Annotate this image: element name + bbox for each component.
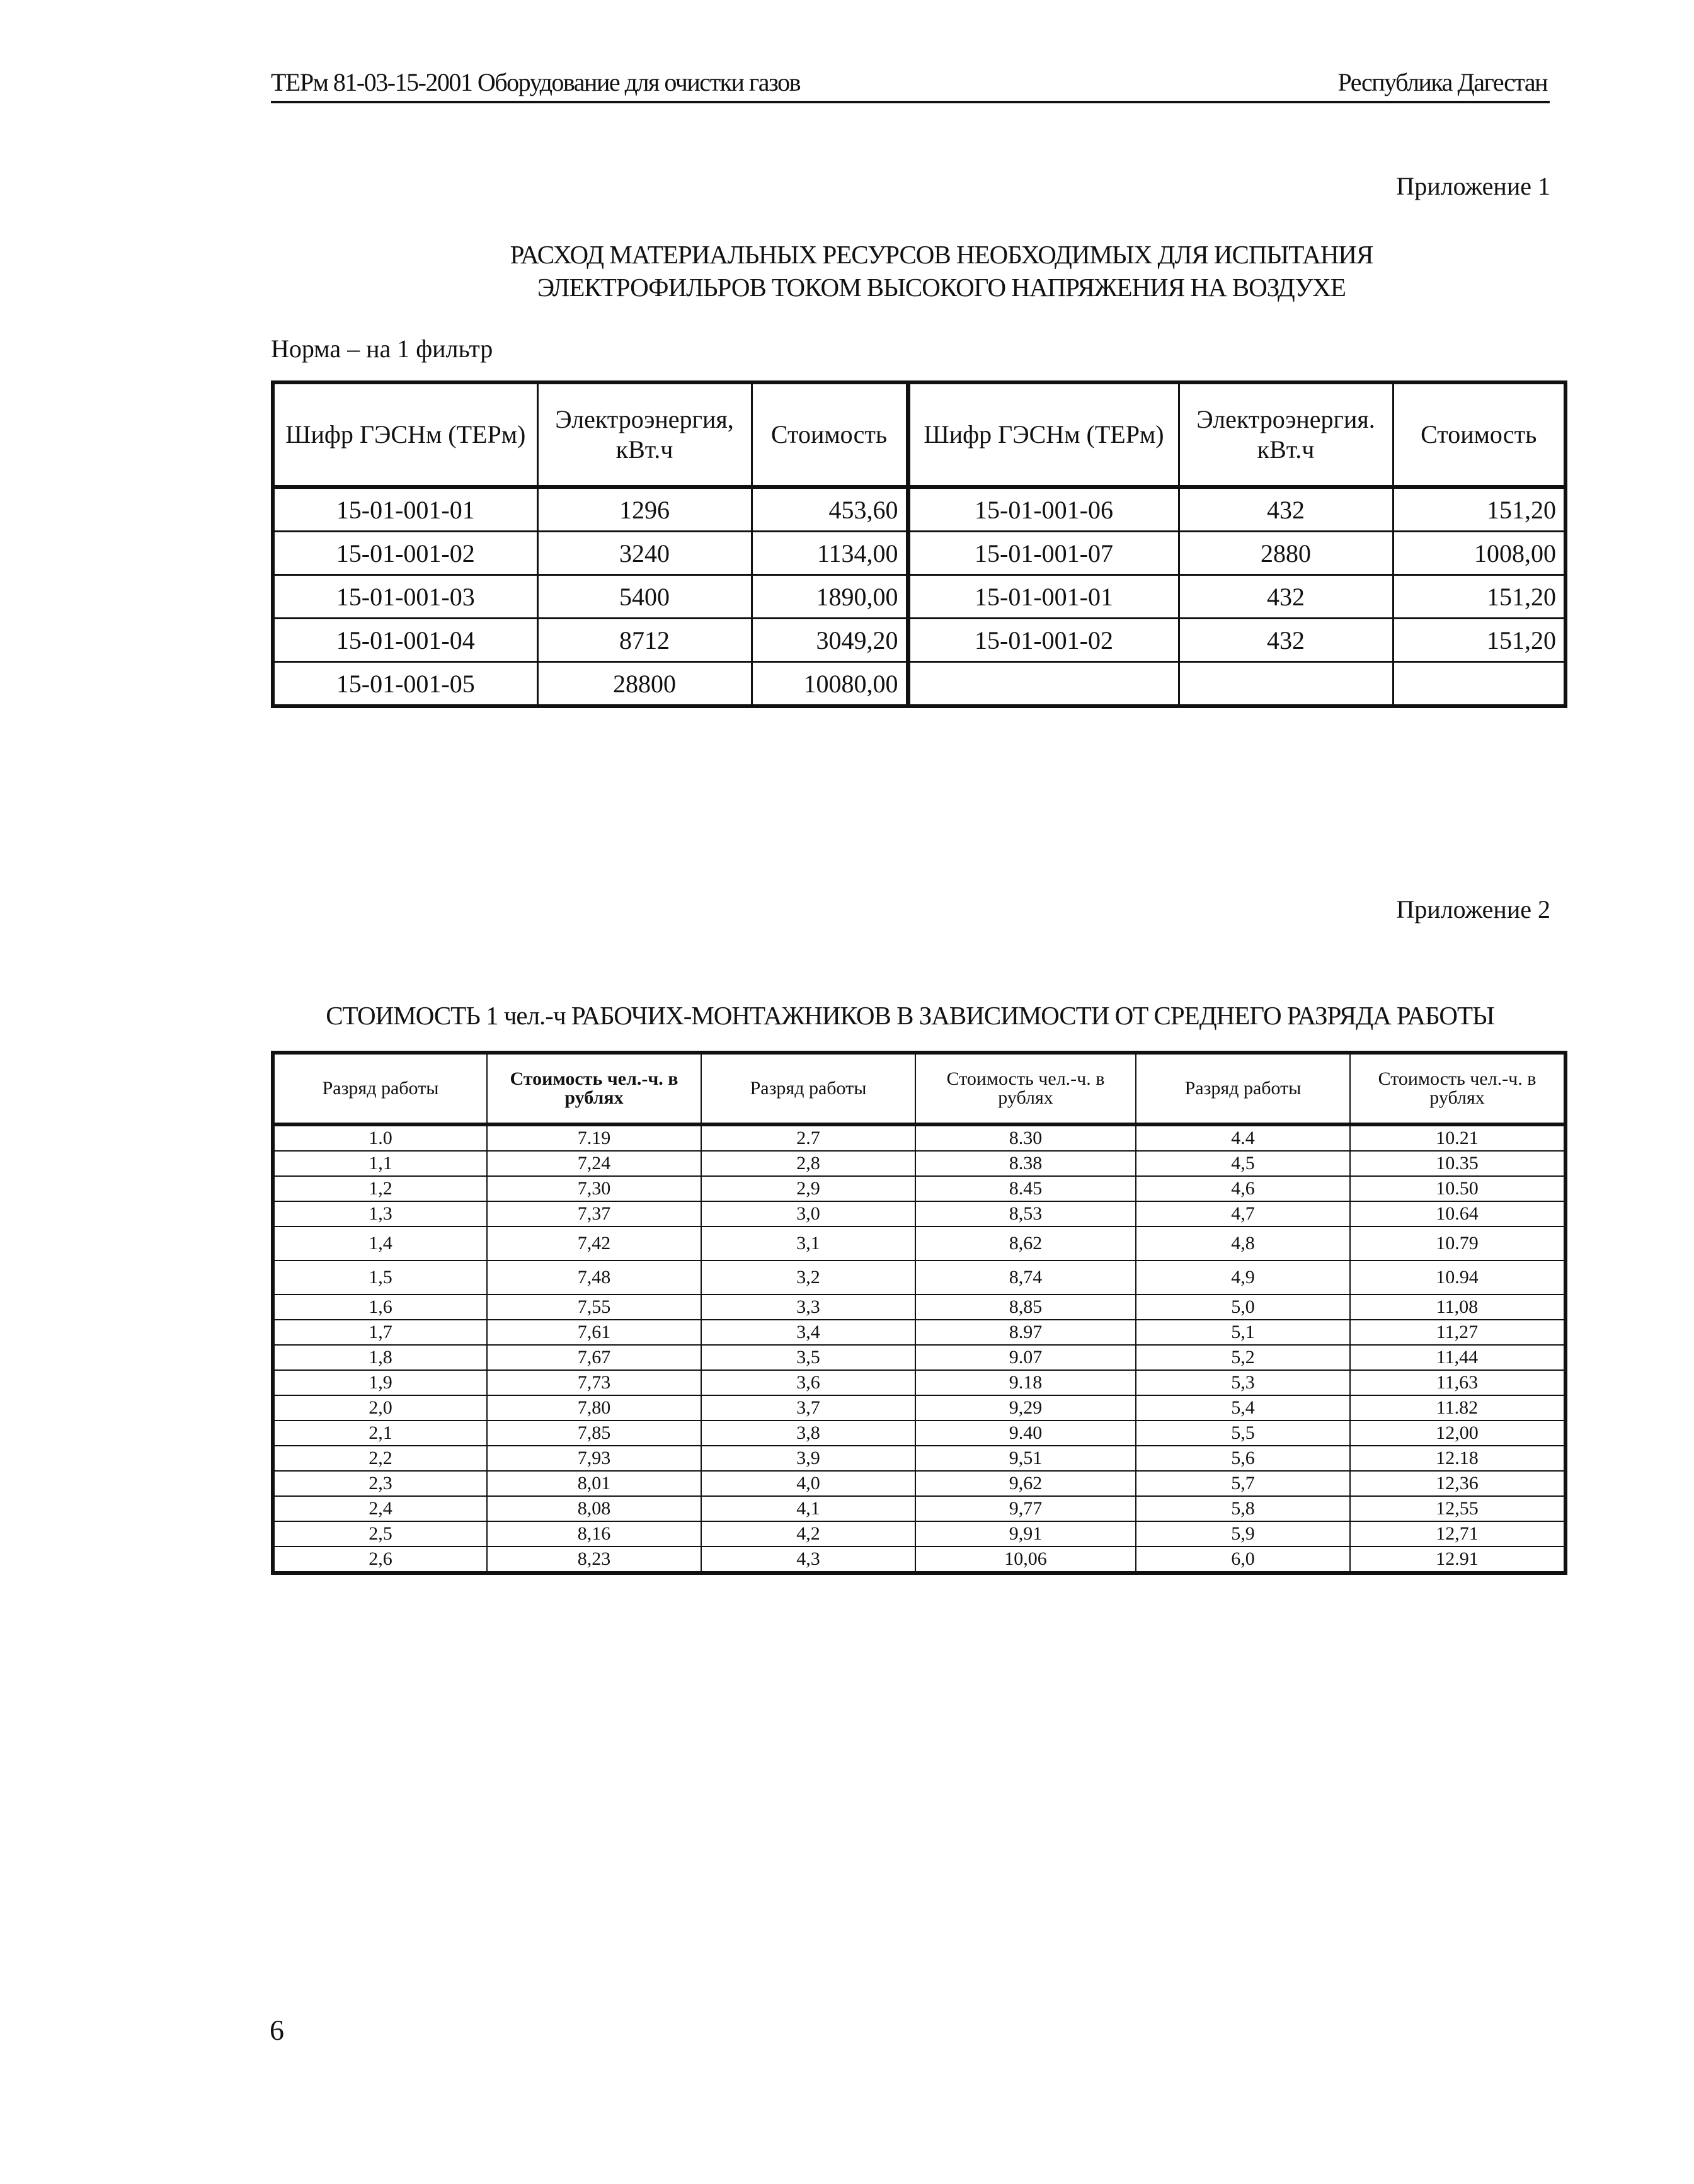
table-cell: 3,4	[701, 1320, 915, 1345]
table-cell: 1134,00	[752, 532, 908, 575]
table-cell: 3,9	[701, 1446, 915, 1471]
header-document-title: ТЕРм 81-03-15-2001 Оборудование для очистки газов	[271, 68, 800, 96]
table-row	[273, 1226, 1565, 1261]
table-cell: 10.21	[1350, 1124, 1565, 1151]
table-cell: 12,71	[1350, 1521, 1565, 1547]
table-cell: 151,20	[1393, 487, 1565, 532]
table-cell: 5,0	[1136, 1295, 1350, 1320]
table-cell: 1,8	[273, 1345, 487, 1370]
table-row	[273, 1261, 1565, 1295]
column-header: Стоимость чел.-ч. в рублях	[487, 1053, 701, 1124]
table-cell: 2.7	[701, 1124, 915, 1151]
table-cell: 5,3	[1136, 1370, 1350, 1395]
column-header: Разряд работы	[701, 1053, 915, 1124]
table-row	[273, 1421, 1565, 1446]
table-cell: 8,23	[487, 1547, 701, 1573]
table-cell: 12,55	[1350, 1496, 1565, 1521]
table-row	[273, 662, 1565, 707]
table-cell	[1393, 662, 1565, 707]
table-cell: 5,2	[1136, 1345, 1350, 1370]
table-cell: 3,2	[701, 1261, 915, 1295]
table-cell: 9,62	[915, 1471, 1136, 1496]
table-cell: 11.82	[1350, 1395, 1565, 1421]
table-cell: 9.18	[915, 1370, 1136, 1395]
table-cell: 1,1	[273, 1151, 487, 1176]
table-cell: 3,6	[701, 1370, 915, 1395]
table-cell: 28800	[537, 662, 752, 707]
table-cell: 5,5	[1136, 1421, 1350, 1446]
table-cell: 7,42	[487, 1226, 701, 1261]
table-cell: 15-01-001-05	[273, 662, 537, 707]
table-cell: 12,36	[1350, 1471, 1565, 1496]
column-header: Разряд работы	[1136, 1053, 1350, 1124]
column-header: Стоимость	[1393, 382, 1565, 487]
table-cell: 3240	[537, 532, 752, 575]
table-cell: 1,6	[273, 1295, 487, 1320]
table-cell: 11,44	[1350, 1345, 1565, 1370]
table-header-row	[273, 1053, 1565, 1124]
table-cell: 12,00	[1350, 1421, 1565, 1446]
table-row	[273, 1295, 1565, 1320]
table-row	[273, 619, 1565, 662]
table-cell: 6,0	[1136, 1547, 1350, 1573]
table-cell: 1008,00	[1393, 532, 1565, 575]
table-cell: 151,20	[1393, 575, 1565, 619]
table-cell: 2,0	[273, 1395, 487, 1421]
table-row	[273, 1151, 1565, 1176]
table-cell: 1,7	[273, 1320, 487, 1345]
table-cell: 10.79	[1350, 1226, 1565, 1261]
table-cell: 2,9	[701, 1176, 915, 1201]
table-cell: 10.64	[1350, 1201, 1565, 1226]
table-cell: 4.4	[1136, 1124, 1350, 1151]
table-cell: 8.45	[915, 1176, 1136, 1201]
table-cell: 9,51	[915, 1446, 1136, 1471]
table-cell: 2,5	[273, 1521, 487, 1547]
table-cell: 15-01-001-07	[908, 532, 1179, 575]
table-cell: 5,7	[1136, 1471, 1350, 1496]
table-cell: 7,48	[487, 1261, 701, 1295]
table-cell: 10080,00	[752, 662, 908, 707]
table-cell: 4,0	[701, 1471, 915, 1496]
table-cell: 15-01-001-06	[908, 487, 1179, 532]
table-cell: 8,85	[915, 1295, 1136, 1320]
table-cell: 1,2	[273, 1176, 487, 1201]
table-cell: 9.07	[915, 1345, 1136, 1370]
table-row	[273, 1395, 1565, 1421]
table-cell: 15-01-001-01	[908, 575, 1179, 619]
table-cell: 7,80	[487, 1395, 701, 1421]
appendix-2-title: СТОИМОСТЬ 1 чел.-ч РАБОЧИХ-МОНТАЖНИКОВ В ЗАВИСИМОСТИ ОТ СРЕДНЕГО РАЗРЯДА РАБОТЫ	[326, 1001, 1494, 1030]
column-header: Разряд работы	[273, 1053, 487, 1124]
table-cell: 2880	[1179, 532, 1393, 575]
column-header: Электроэнергия. кВт.ч	[1179, 382, 1393, 487]
table-cell: 4,5	[1136, 1151, 1350, 1176]
table-cell: 8,74	[915, 1261, 1136, 1295]
table-cell: 9.40	[915, 1421, 1136, 1446]
column-header: Стоимость	[752, 382, 908, 487]
table-row	[273, 1446, 1565, 1471]
column-header: Электроэнергия, кВт.ч	[537, 382, 752, 487]
table-cell: 7,93	[487, 1446, 701, 1471]
table-cell: 4,3	[701, 1547, 915, 1573]
table-cell: 3049,20	[752, 619, 908, 662]
table-cell: 1,5	[273, 1261, 487, 1295]
table-cell: 2,8	[701, 1151, 915, 1176]
column-header: Шифр ГЭСНм (ТЕРм)	[908, 382, 1179, 487]
table-cell: 3,5	[701, 1345, 915, 1370]
table-row	[273, 532, 1565, 575]
table-cell: 3,8	[701, 1421, 915, 1446]
table-cell: 15-01-001-02	[273, 532, 537, 575]
table-cell: 5,6	[1136, 1446, 1350, 1471]
table-row	[273, 1320, 1565, 1345]
table-cell: 5,1	[1136, 1320, 1350, 1345]
labor-cost-table	[271, 1051, 1567, 1575]
table-row	[273, 575, 1565, 619]
table-cell: 10.50	[1350, 1176, 1565, 1201]
table-row	[273, 1176, 1565, 1201]
table-row	[273, 1496, 1565, 1521]
table-cell: 2,2	[273, 1446, 487, 1471]
table-cell: 10,06	[915, 1547, 1136, 1573]
table-cell: 9,77	[915, 1496, 1136, 1521]
table-cell: 12.91	[1350, 1547, 1565, 1573]
table-cell: 5,4	[1136, 1395, 1350, 1421]
table-row	[273, 1521, 1565, 1547]
table-cell: 15-01-001-02	[908, 619, 1179, 662]
labor-cost-table-body	[273, 1124, 1565, 1573]
table-cell: 5,9	[1136, 1521, 1350, 1547]
table-cell: 15-01-001-04	[273, 619, 537, 662]
table-cell: 15-01-001-03	[273, 575, 537, 619]
table-cell: 1.0	[273, 1124, 487, 1151]
table-row	[273, 1471, 1565, 1496]
table-row	[273, 1201, 1565, 1226]
table-cell: 3,1	[701, 1226, 915, 1261]
table-cell	[908, 662, 1179, 707]
energy-cost-table	[271, 380, 1567, 708]
appendix-1-title-line-1: РАСХОД МАТЕРИАЛЬНЫХ РЕСУРСОВ НЕОБХОДИМЫХ ДЛЯ ИСПЫТАНИЯ	[510, 240, 1373, 269]
table-cell: 10.94	[1350, 1261, 1565, 1295]
table-cell: 7,73	[487, 1370, 701, 1395]
table-cell: 4,8	[1136, 1226, 1350, 1261]
table-cell: 8.30	[915, 1124, 1136, 1151]
column-header: Стоимость чел.-ч. в рублях	[915, 1053, 1136, 1124]
table-cell: 4,6	[1136, 1176, 1350, 1201]
table-cell	[1179, 662, 1393, 707]
header-region: Республика Дагестан	[1337, 68, 1547, 96]
table-cell: 1890,00	[752, 575, 908, 619]
table-cell: 4,1	[701, 1496, 915, 1521]
table-cell: 1296	[537, 487, 752, 532]
page-number: 6	[270, 2014, 284, 2046]
table-cell: 151,20	[1393, 619, 1565, 662]
table-cell: 3,3	[701, 1295, 915, 1320]
table-cell: 2,6	[273, 1547, 487, 1573]
table-cell: 9,91	[915, 1521, 1136, 1547]
table-cell: 8.97	[915, 1320, 1136, 1345]
table-cell: 4,2	[701, 1521, 915, 1547]
norm-note: Норма – на 1 фильтр	[271, 334, 493, 363]
table-cell: 8,01	[487, 1471, 701, 1496]
table-cell: 3,0	[701, 1201, 915, 1226]
table-row	[273, 1124, 1565, 1151]
table-row	[273, 1370, 1565, 1395]
table-cell: 2,4	[273, 1496, 487, 1521]
table-cell: 1,3	[273, 1201, 487, 1226]
table-row	[273, 487, 1565, 532]
table-cell: 8,16	[487, 1521, 701, 1547]
table-cell: 15-01-001-01	[273, 487, 537, 532]
table-cell: 1,9	[273, 1370, 487, 1395]
table-cell: 11,08	[1350, 1295, 1565, 1320]
table-cell: 12.18	[1350, 1446, 1565, 1471]
table-cell: 3,7	[701, 1395, 915, 1421]
table-cell: 8,08	[487, 1496, 701, 1521]
column-header: Шифр ГЭСНм (ТЕРм)	[273, 382, 537, 487]
table-cell: 11,63	[1350, 1370, 1565, 1395]
running-header	[271, 62, 1550, 103]
column-header: Стоимость чел.-ч. в рублях	[1350, 1053, 1565, 1124]
appendix-2-label: Приложение 2	[1396, 895, 1550, 923]
table-header-row	[273, 382, 1565, 487]
table-cell: 8,62	[915, 1226, 1136, 1261]
table-cell: 7.19	[487, 1124, 701, 1151]
appendix-1-title	[0, 238, 1694, 304]
table-cell: 432	[1179, 619, 1393, 662]
table-cell: 4,7	[1136, 1201, 1350, 1226]
table-row	[273, 1547, 1565, 1573]
table-cell: 7,30	[487, 1176, 701, 1201]
table-cell: 7,55	[487, 1295, 701, 1320]
table-cell: 5400	[537, 575, 752, 619]
table-cell: 432	[1179, 575, 1393, 619]
table-row	[273, 1345, 1565, 1370]
table-cell: 7,24	[487, 1151, 701, 1176]
table-cell: 432	[1179, 487, 1393, 532]
table-cell: 453,60	[752, 487, 908, 532]
table-cell: 4,9	[1136, 1261, 1350, 1295]
table-cell: 5,8	[1136, 1496, 1350, 1521]
table-cell: 1,4	[273, 1226, 487, 1261]
table-cell: 8.38	[915, 1151, 1136, 1176]
table-cell: 2,1	[273, 1421, 487, 1446]
table-cell: 10.35	[1350, 1151, 1565, 1176]
appendix-1-label: Приложение 1	[1396, 172, 1550, 200]
table-cell: 8,53	[915, 1201, 1136, 1226]
table-cell: 7,67	[487, 1345, 701, 1370]
table-cell: 8712	[537, 619, 752, 662]
table-cell: 7,37	[487, 1201, 701, 1226]
table-cell: 2,3	[273, 1471, 487, 1496]
table-cell: 7,61	[487, 1320, 701, 1345]
appendix-1-title-line-2: ЭЛЕКТРОФИЛЬРОВ ТОКОМ ВЫСОКОГО НАПРЯЖЕНИЯ НА ВОЗДУХЕ	[537, 273, 1346, 302]
table-cell: 9,29	[915, 1395, 1136, 1421]
table-cell: 11,27	[1350, 1320, 1565, 1345]
table-cell: 7,85	[487, 1421, 701, 1446]
